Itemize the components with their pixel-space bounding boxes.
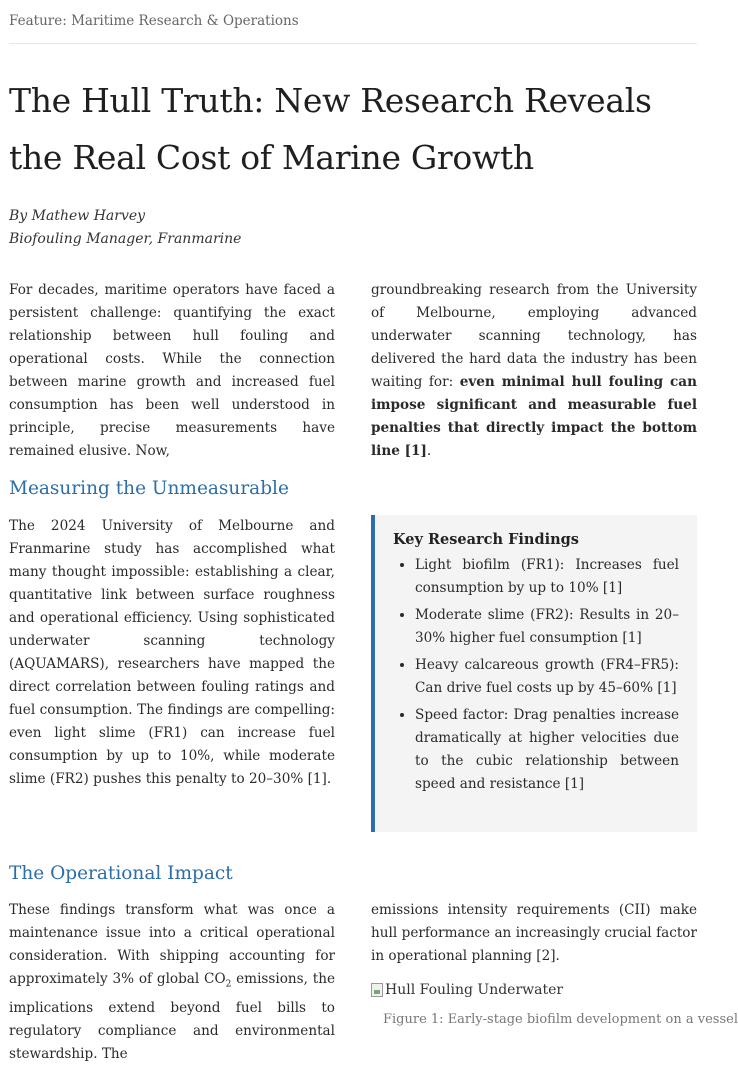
intro-highlight: even minimal hull fouling can impose significant and measurable fuel penalties that directly impact the bottom line [1]: [371, 374, 697, 459]
article-kicker: Feature: Maritime Research & Operations: [9, 13, 299, 29]
intro-column-right: [371, 279, 697, 463]
section1-paragraph: The 2024 University of Melbourne and Franmarine study has accomplished what many thought impossible: establishing a clear, quantitative link between surface roughness and operational efficiency. Using sophisticated underwater scanning technology (AQUAMARS), researchers have mapped the direct correlation between fouling ratings and fuel consumption. The findings are compelling: even light slime (FR1) can increase fuel consumption by up to 10%, while moderate slime (FR2) pushes this penalty to 20–30% [1].: [9, 518, 335, 787]
section-title-operational: The Operational Impact: [9, 863, 233, 884]
section2-paragraph-right: emissions intensity requirements (CII) make hull performance an increasingly crucial factor in operational planning [2].: [371, 902, 697, 964]
figure-caption: Figure 1: Early-stage biofilm development on a vessel: [383, 1012, 738, 1027]
section-title-measuring: Measuring the Unmeasurable: [9, 478, 289, 499]
broken-image-icon: [371, 983, 383, 997]
section2-text-a: These findings transform what was once a maintenance issue into a critical operational consideration. With shipping accounting for approximately 3% of global CO: [9, 902, 335, 987]
byline: [9, 205, 241, 251]
co2-subscript: 2: [225, 979, 232, 990]
section2-column-right: [371, 899, 697, 968]
section2-text-b: emissions, the implications extend beyond fuel bills to regulatory compliance and environmental stewardship. The: [9, 971, 335, 1062]
callout-title: Key Research Findings: [393, 531, 579, 548]
image-alt-text: Hull Fouling Underwater: [385, 982, 564, 998]
finding-item: • Heavy calcareous growth (FR4–FR5): Can drive fuel costs up by 45–60% [1]: [415, 654, 679, 700]
section2-paragraph-left: [9, 899, 335, 1066]
intro-paragraph-right: [371, 279, 697, 463]
byline-role: Biofouling Manager, Franmarine: [9, 231, 242, 247]
byline-author: By Mathew Harvey: [9, 208, 146, 224]
hull-fouling-image: [371, 982, 563, 998]
header-divider: [9, 43, 697, 44]
intro-column-left: [9, 279, 335, 463]
finding-item: • Moderate slime (FR2): Results in 20–30% higher fuel consumption [1]: [415, 604, 679, 650]
section2-column-left: [9, 899, 335, 1066]
article-headline: The Hull Truth: New Research Reveals the Real Cost of Marine Growth: [9, 81, 652, 177]
intro-text: groundbreaking research from the University of Melbourne, employing advanced underwater scanning technology, has delivered the hard data the industry has been waiting for:: [371, 282, 697, 390]
intro-end: .: [426, 443, 432, 459]
key-findings-callout: [371, 515, 697, 832]
finding-item: • Light biofilm (FR1): Increases fuel consumption by up to 10% [1]: [415, 554, 679, 600]
intro-paragraph-left: For decades, maritime operators have faced a persistent challenge: quantifying the exact relationship between hull fouling and operational costs. While the connection between marine growth and increased fuel consumption has been well understood in principle, precise measurements have remained elusive. Now,: [9, 282, 335, 459]
section1-column: [9, 515, 335, 791]
finding-item: • Speed factor: Drag penalties increase dramatically at higher velocities due to the cubic relationship between speed and resistance [1]: [415, 704, 679, 796]
findings-list: [393, 554, 679, 796]
